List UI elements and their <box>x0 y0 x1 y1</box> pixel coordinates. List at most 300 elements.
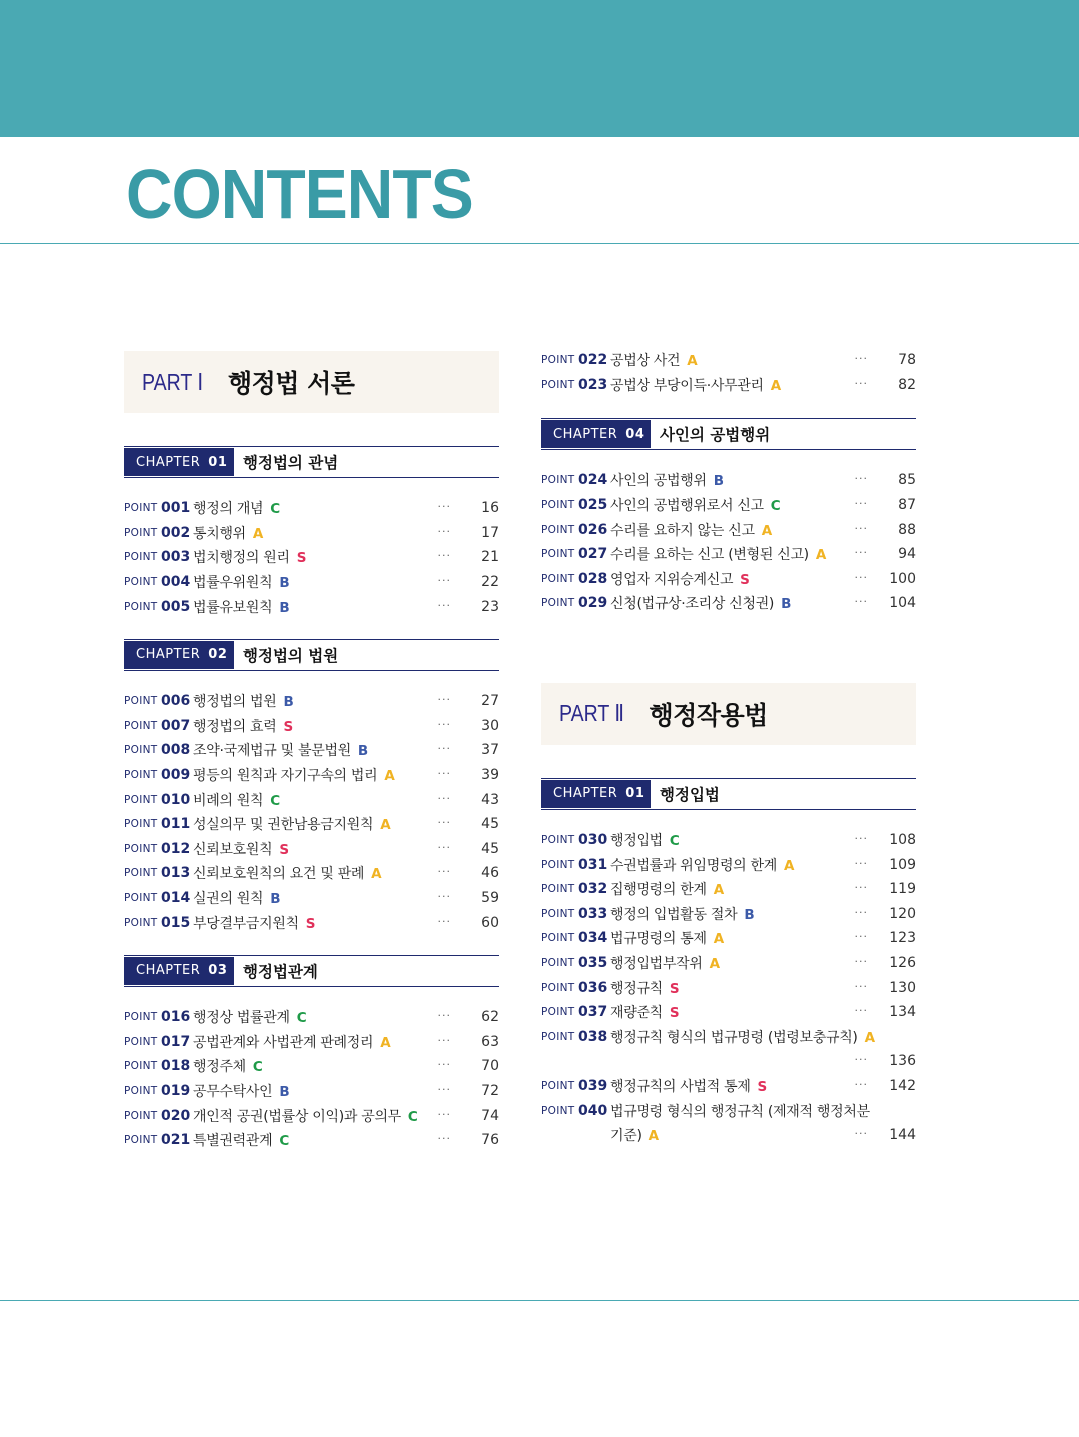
point-label: POINT <box>541 354 575 367</box>
chapter-tag <box>124 957 234 985</box>
page-number: 62 <box>481 1009 499 1026</box>
leader-dots: ··· <box>437 890 451 904</box>
toc-entry[interactable] <box>541 373 916 398</box>
grade-badge: C <box>770 498 781 515</box>
page-number: 82 <box>898 376 916 393</box>
grade-badge: A <box>761 522 772 539</box>
grade-badge: A <box>371 866 382 883</box>
grade-badge: B <box>279 599 290 616</box>
point-label: POINT <box>541 1030 575 1043</box>
chapter-number: 02 <box>208 647 228 663</box>
page-number: 108 <box>889 832 916 849</box>
page-number: 87 <box>898 497 916 514</box>
point-title <box>193 498 438 518</box>
point-label: POINT <box>124 867 158 880</box>
toc-entry[interactable] <box>124 521 499 546</box>
point-label: POINT <box>124 793 158 806</box>
chapter-title: 행정입법 <box>660 785 720 804</box>
point-title-text: 행정입법 <box>610 833 663 850</box>
point-title <box>610 495 855 515</box>
point-label: POINT <box>541 474 575 487</box>
page-number: 134 <box>889 1004 916 1021</box>
grade-badge: A <box>815 547 826 564</box>
point-title <box>193 523 438 543</box>
point-number: 022 <box>578 352 608 369</box>
point-title <box>193 814 438 834</box>
point-title <box>610 928 855 948</box>
point-number: 004 <box>161 574 191 591</box>
page-number: 17 <box>481 524 499 541</box>
page-number: 144 <box>889 1127 916 1144</box>
point-title-text: 집행명령의 한계 <box>610 882 707 899</box>
point-number: 039 <box>578 1077 608 1094</box>
point-label: POINT <box>124 502 158 515</box>
part-1-header <box>124 351 499 413</box>
point-number: 009 <box>161 767 191 784</box>
page-number: 30 <box>481 717 499 734</box>
point-label: POINT <box>124 842 158 855</box>
point-number: 010 <box>161 791 191 808</box>
toc-entry[interactable] <box>124 812 499 837</box>
point-title <box>610 953 855 973</box>
toc-entry[interactable] <box>124 1079 499 1104</box>
point-title <box>610 855 855 875</box>
page-number: 94 <box>898 546 916 563</box>
point-title <box>193 863 438 883</box>
point-label: POINT <box>124 1134 158 1147</box>
point-list <box>541 468 916 616</box>
leader-dots: ··· <box>854 856 868 870</box>
grade-badge: B <box>279 1083 290 1100</box>
point-number: 001 <box>161 500 191 517</box>
point-title-text: 행정입법부작위 <box>610 956 703 973</box>
page-title: CONTENTS <box>126 155 473 233</box>
toc-entry[interactable] <box>124 910 499 935</box>
chapter-header <box>124 955 499 987</box>
grade-badge: S <box>283 718 293 735</box>
leader-dots: ··· <box>437 524 451 538</box>
point-title-text: 부당결부금지원칙 <box>193 915 299 932</box>
toc-entry[interactable] <box>541 1098 916 1123</box>
toc-entry[interactable] <box>541 951 916 976</box>
point-title-text: 성실의무 및 권한남용금지원칙 <box>193 817 374 834</box>
point-title <box>193 888 438 908</box>
part-title: 행정작용법 <box>649 700 768 730</box>
leader-dots: ··· <box>437 549 451 563</box>
toc-entry[interactable] <box>124 763 499 788</box>
toc-entry[interactable] <box>124 496 499 521</box>
point-title-text: 기준) <box>610 1128 642 1145</box>
grade-badge: C <box>270 501 280 518</box>
point-label: POINT <box>541 957 575 970</box>
point-title <box>193 1032 438 1052</box>
point-number: 007 <box>161 717 191 734</box>
toc-entry[interactable] <box>541 493 916 518</box>
page-number: 72 <box>481 1082 499 1099</box>
point-label: POINT <box>541 932 575 945</box>
page-number: 45 <box>481 840 499 857</box>
point-label: POINT <box>124 1035 158 1048</box>
point-title-text: 개인적 공권(법률상 이익)과 공의무 <box>193 1108 401 1125</box>
leader-dots: ··· <box>437 840 451 854</box>
leader-dots: ··· <box>437 816 451 830</box>
toc-entry[interactable] <box>541 517 916 542</box>
point-title-text: 신청(법규상·조리상 신청권) <box>610 596 775 613</box>
leader-dots: ··· <box>854 352 868 366</box>
part-label: PART Ⅱ <box>559 700 625 727</box>
point-label: POINT <box>124 576 158 589</box>
toc-entry[interactable] <box>124 738 499 763</box>
toc-entry[interactable] <box>124 837 499 862</box>
leader-dots: ··· <box>854 1077 868 1091</box>
leader-dots: ··· <box>854 595 868 609</box>
grade-badge: A <box>380 817 391 834</box>
point-title-text: 재량준칙 <box>610 1005 663 1022</box>
point-title-text: 행정규칙 <box>610 980 663 997</box>
leader-dots: ··· <box>437 914 451 928</box>
chapter-tag <box>541 780 651 808</box>
part-2-header <box>541 683 916 745</box>
chapter-number: 01 <box>208 454 228 470</box>
point-title-text: 행정상 법률관계 <box>193 1010 290 1027</box>
grade-badge: C <box>407 1108 418 1125</box>
leader-dots: ··· <box>854 1127 868 1141</box>
point-label: POINT <box>541 858 575 871</box>
point-label: POINT <box>124 1109 158 1122</box>
point-number: 024 <box>578 472 608 489</box>
leader-dots: ··· <box>437 865 451 879</box>
chapter-header <box>124 446 499 478</box>
point-number: 034 <box>578 930 608 947</box>
grade-badge: B <box>744 906 755 923</box>
toc-entry[interactable] <box>541 567 916 592</box>
point-title-text: 실권의 원칙 <box>193 891 264 908</box>
leader-dots: ··· <box>437 500 451 514</box>
point-number: 035 <box>578 955 608 972</box>
point-number: 003 <box>161 549 191 566</box>
toc-entry[interactable] <box>541 852 916 877</box>
toc-entry[interactable] <box>541 348 916 373</box>
page-number: 60 <box>481 914 499 931</box>
toc-entry-continued <box>541 1123 916 1148</box>
point-title-text: 공무수탁사인 <box>193 1083 273 1100</box>
leader-dots: ··· <box>854 546 868 560</box>
point-label: POINT <box>124 769 158 782</box>
point-title-text: 공법상 사건 <box>610 353 681 370</box>
page-number: 74 <box>481 1107 499 1124</box>
point-label: POINT <box>541 834 575 847</box>
point-title <box>193 790 438 810</box>
point-title <box>610 1101 916 1121</box>
point-label: POINT <box>124 719 158 732</box>
chapter-tag <box>124 641 234 669</box>
point-label: POINT <box>124 892 158 905</box>
point-title-text: 행정주체 <box>193 1059 246 1076</box>
point-number: 028 <box>578 570 608 587</box>
point-title-text: 수리를 요하는 신고 (변형된 신고) <box>610 547 809 564</box>
point-number: 036 <box>578 979 608 996</box>
point-label: POINT <box>541 548 575 561</box>
grade-badge: S <box>740 571 750 588</box>
point-title-text: 사인의 공법행위로서 신고 <box>610 498 764 515</box>
toc-entry[interactable] <box>124 1005 499 1030</box>
page-number: 123 <box>889 930 916 947</box>
point-number: 015 <box>161 914 191 931</box>
point-title-text: 신뢰보호원칙 <box>193 841 273 858</box>
point-number: 014 <box>161 890 191 907</box>
part-title: 행정법 서론 <box>227 369 355 398</box>
point-label: POINT <box>124 916 158 929</box>
point-number: 006 <box>161 693 191 710</box>
toc-entry[interactable] <box>124 1054 499 1079</box>
leader-dots: ··· <box>437 1107 451 1121</box>
leader-dots: ··· <box>437 791 451 805</box>
chapter-tag-label: CHAPTER <box>553 786 618 802</box>
grade-badge: C <box>270 792 280 809</box>
point-number: 019 <box>161 1082 191 1099</box>
toc-entry[interactable] <box>124 570 499 595</box>
point-label: POINT <box>124 551 158 564</box>
grade-badge: C <box>252 1059 263 1076</box>
point-number: 002 <box>161 524 191 541</box>
page-number: 109 <box>889 856 916 873</box>
toc-entry[interactable] <box>541 1000 916 1025</box>
toc-entry[interactable] <box>541 877 916 902</box>
header-band <box>0 0 1079 137</box>
leader-dots: ··· <box>854 570 868 584</box>
page-number: 88 <box>898 521 916 538</box>
grade-badge: C <box>296 1010 307 1027</box>
grade-badge: S <box>279 841 289 858</box>
chapter-number: 01 <box>625 786 645 802</box>
toc-entry[interactable] <box>124 787 499 812</box>
point-title <box>193 716 438 736</box>
leader-dots: ··· <box>437 1009 451 1023</box>
grade-badge: C <box>279 1133 289 1150</box>
point-title <box>193 839 438 859</box>
point-title <box>193 691 438 711</box>
point-title-text: 법률유보원칙 <box>193 599 273 616</box>
point-label: POINT <box>541 907 575 920</box>
point-title <box>193 1007 438 1027</box>
point-title-text: 통치행위 <box>193 525 246 542</box>
footer-divider <box>0 1300 1079 1301</box>
grade-badge: A <box>784 857 795 874</box>
point-title-text: 법규명령의 통제 <box>610 931 707 948</box>
page-number: 27 <box>481 693 499 710</box>
chapter-header <box>541 418 916 450</box>
point-title <box>610 978 855 998</box>
point-title-text: 공법상 부당이득·사무관리 <box>610 377 764 394</box>
point-title-text: 사인의 공법행위 <box>610 473 707 490</box>
toc-entry[interactable] <box>541 1074 916 1099</box>
point-number: 037 <box>578 1004 608 1021</box>
page-number: 21 <box>481 549 499 566</box>
leader-dots: ··· <box>854 376 868 390</box>
leader-dots: ··· <box>854 905 868 919</box>
part-label: PART Ⅰ <box>142 368 204 395</box>
point-title <box>193 765 438 785</box>
point-title <box>610 593 855 613</box>
point-title <box>193 1130 438 1150</box>
point-title <box>610 904 855 924</box>
chapter-title: 행정법의 관념 <box>243 454 339 472</box>
point-label: POINT <box>541 1104 575 1117</box>
point-label: POINT <box>541 883 575 896</box>
point-title <box>193 913 438 933</box>
leader-dots: ··· <box>854 472 868 486</box>
point-list <box>124 496 499 619</box>
toc-entry[interactable] <box>541 902 916 927</box>
grade-badge: A <box>713 931 724 948</box>
point-number: 026 <box>578 521 608 538</box>
leader-dots: ··· <box>437 1082 451 1096</box>
leader-dots: ··· <box>854 497 868 511</box>
chapter-title: 사인의 공법행위 <box>660 426 771 445</box>
grade-badge: B <box>357 743 368 760</box>
point-label: POINT <box>541 981 575 994</box>
leader-dots: ··· <box>854 1004 868 1018</box>
chapter-block <box>124 446 499 619</box>
grade-badge: B <box>279 575 290 592</box>
point-title <box>610 879 855 899</box>
point-number: 025 <box>578 497 608 514</box>
point-title-text: 수권법률과 위임명령의 한계 <box>610 857 777 874</box>
point-title <box>193 1056 438 1076</box>
point-title <box>193 1106 438 1126</box>
page-number: 39 <box>481 767 499 784</box>
point-list <box>541 348 916 397</box>
toc-entry[interactable] <box>541 828 916 853</box>
point-title <box>193 572 438 592</box>
chapter-tag-label: CHAPTER <box>136 454 201 470</box>
point-label: POINT <box>124 1011 158 1024</box>
toc-entry[interactable] <box>124 886 499 911</box>
point-title-text: 행정법의 효력 <box>193 718 277 735</box>
chapter-block <box>124 955 499 1153</box>
point-number: 027 <box>578 546 608 563</box>
point-title <box>610 1002 855 1022</box>
chapter-block <box>541 418 916 616</box>
page-number: 142 <box>889 1077 916 1094</box>
toc-entry[interactable] <box>124 1128 499 1153</box>
point-title-text: 수리를 요하지 않는 신고 <box>610 522 755 539</box>
point-number: 032 <box>578 881 608 898</box>
point-number: 016 <box>161 1009 191 1026</box>
point-title <box>610 375 855 395</box>
grade-badge: S <box>669 980 680 997</box>
point-title-text: 행정규칙 형식의 법규명령 (법령보충규칙) <box>610 1029 858 1046</box>
grade-badge: A <box>713 882 724 899</box>
point-title <box>610 470 855 490</box>
chapter-tag-label: CHAPTER <box>553 426 618 442</box>
toc-entry[interactable] <box>124 1030 499 1055</box>
point-title <box>610 350 855 370</box>
leader-dots: ··· <box>437 742 451 756</box>
point-number: 011 <box>161 816 191 833</box>
chapter-tag-label: CHAPTER <box>136 963 201 979</box>
chapter-number: 04 <box>625 426 645 442</box>
chapter-header <box>541 778 916 810</box>
leader-dots: ··· <box>854 955 868 969</box>
leader-dots: ··· <box>437 574 451 588</box>
point-title-text: 행정법의 법원 <box>193 694 277 711</box>
toc-entry[interactable] <box>541 926 916 951</box>
grade-badge: C <box>669 833 680 850</box>
point-number: 018 <box>161 1058 191 1075</box>
toc-entry[interactable] <box>124 1103 499 1128</box>
page-number: 22 <box>481 574 499 591</box>
point-label: POINT <box>124 744 158 757</box>
point-title <box>610 544 855 564</box>
point-number: 020 <box>161 1107 191 1124</box>
leader-dots: ··· <box>437 767 451 781</box>
toc-entry[interactable] <box>124 545 499 570</box>
leader-dots: ··· <box>437 1058 451 1072</box>
point-number: 021 <box>161 1132 191 1149</box>
point-label: POINT <box>541 572 575 585</box>
page-number: 120 <box>889 905 916 922</box>
page-number: 45 <box>481 816 499 833</box>
point-title-text: 행정의 개념 <box>193 501 264 518</box>
point-title-text: 특별권력관계 <box>193 1133 273 1150</box>
toc-entry[interactable] <box>541 975 916 1000</box>
point-title-text: 법치행정의 원리 <box>193 550 290 567</box>
point-title <box>193 1081 438 1101</box>
point-list <box>541 828 916 1148</box>
toc-entry[interactable] <box>124 714 499 739</box>
leader-dots: ··· <box>854 979 868 993</box>
point-title-text: 법률우위원칙 <box>193 575 273 592</box>
toc-entry[interactable] <box>124 861 499 886</box>
grade-badge: S <box>669 1005 680 1022</box>
toc-entry[interactable] <box>541 542 916 567</box>
title-divider <box>0 243 1079 244</box>
toc-entry[interactable] <box>124 594 499 619</box>
right-column <box>541 348 916 1147</box>
point-title-text: 공법관계와 사법관계 판례정리 <box>193 1034 374 1051</box>
point-number: 012 <box>161 840 191 857</box>
grade-badge: A <box>252 525 264 542</box>
point-title <box>610 569 855 589</box>
chapter-title: 행정법의 법원 <box>243 646 339 665</box>
grade-badge: A <box>709 956 720 973</box>
point-label: POINT <box>541 597 575 610</box>
toc-entry[interactable] <box>124 689 499 714</box>
point-title <box>193 547 438 567</box>
chapter-block <box>124 639 499 935</box>
toc-entry[interactable] <box>541 1025 916 1050</box>
leader-dots: ··· <box>854 881 868 895</box>
page-number: 37 <box>481 742 499 759</box>
page-number: 23 <box>481 598 499 615</box>
grade-badge: A <box>648 1128 659 1145</box>
point-number: 013 <box>161 865 191 882</box>
chapter-header <box>124 639 499 671</box>
toc-entry[interactable] <box>541 591 916 616</box>
point-number: 023 <box>578 376 608 393</box>
leader-dots: ··· <box>437 693 451 707</box>
leader-dots: ··· <box>437 1132 451 1146</box>
page-number: 76 <box>481 1132 499 1149</box>
toc-entry-continued <box>541 1049 916 1074</box>
point-label: POINT <box>541 499 575 512</box>
toc-entry[interactable] <box>541 468 916 493</box>
point-title <box>610 520 855 540</box>
grade-badge: A <box>864 1029 875 1046</box>
page-number: 85 <box>898 472 916 489</box>
grade-badge: S <box>305 915 316 932</box>
